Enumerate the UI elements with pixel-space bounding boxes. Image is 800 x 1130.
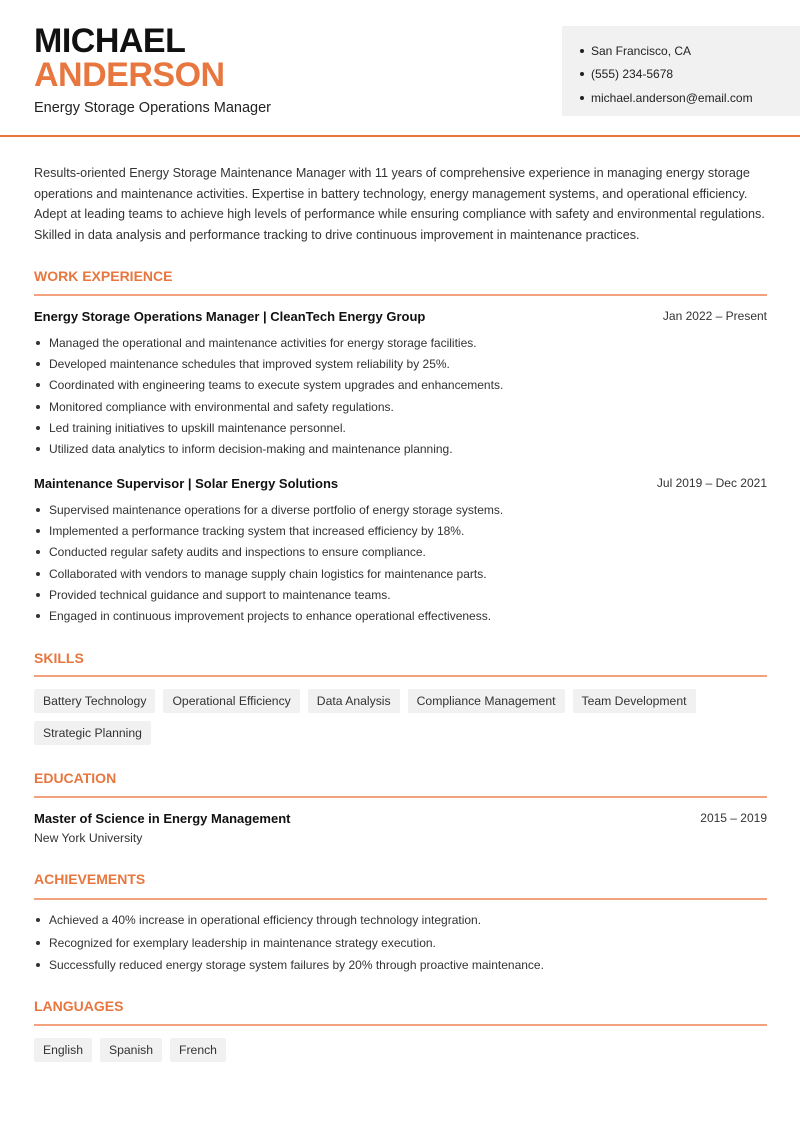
bullet-icon [36,550,40,554]
bullet-icon [36,405,40,409]
section-title-education: EDUCATION [34,770,117,786]
job-dates: Jan 2022 – Present [662,309,767,323]
section-divider [34,294,767,296]
contact-box [562,26,800,116]
list-item [34,563,767,584]
list-item [34,353,767,374]
job-dates: Jul 2019 – Dec 2021 [656,476,767,490]
list-item [34,909,767,932]
last-name: ANDERSON [34,56,225,94]
section-title-skills: SKILLS [34,650,84,666]
first-name: MICHAEL [34,22,186,60]
skill-tag: Operational Efficiency [163,689,299,713]
list-item-text: Successfully reduced energy storage system failures by 20% through proactive maintenance. [49,958,544,973]
list-item [34,375,767,396]
bullet-icon [36,614,40,618]
job-role: Energy Storage Operations Manager | CleanTech Energy Group [34,309,426,324]
bullet-icon [36,341,40,345]
list-item [34,605,767,626]
list-item [34,542,767,563]
list-item [34,520,767,541]
list-item [34,954,767,977]
contact-phone [580,63,800,87]
education-degree: Master of Science in Energy Management [34,811,291,826]
bullet-icon [36,426,40,430]
skill-tag: Strategic Planning [34,721,151,745]
bullet-icon [36,508,40,512]
list-item-text: Monitored compliance with environmental and safety regulations. [49,399,394,414]
section-divider [34,796,767,798]
bullet-icon [580,96,584,100]
list-item-text: Engaged in continuous improvement projects to enhance operational effectiveness. [49,609,492,624]
bullet-icon [36,447,40,451]
section-divider [34,898,767,900]
bullet-icon [36,572,40,576]
skill-tag: Data Analysis [308,689,400,713]
list-item [34,417,767,438]
bullet-icon [36,918,40,922]
section-title-achievements: ACHIEVEMENTS [34,871,146,887]
education-dates: 2015 – 2019 [700,811,767,825]
list-item-text: Led training initiatives to upskill maintenance personnel. [49,420,346,435]
bullet-icon [36,529,40,533]
section-title-languages: LANGUAGES [34,998,124,1014]
list-item-text: Achieved a 40% increase in operational efficiency through technology integration. [49,913,482,928]
job-header [34,309,767,324]
skill-tag: Team Development [573,689,696,713]
list-item-text: Conducted regular safety audits and inspections to ensure compliance. [49,545,426,560]
job-role: Maintenance Supervisor | Solar Energy Solutions [34,476,339,491]
list-item-text: Recognized for exemplary leadership in maintenance strategy execution. [49,935,436,950]
languages-list [34,1038,767,1062]
bullet-icon [580,49,584,53]
skill-tag: Battery Technology [34,689,155,713]
list-item [34,932,767,955]
achievements-list [34,909,767,977]
bullet-icon [36,383,40,387]
bullet-icon [36,963,40,967]
list-item [34,499,767,520]
list-item-text: Collaborated with vendors to manage supply chain logistics for maintenance parts. [49,566,487,581]
list-item [34,438,767,459]
list-item-text: Developed maintenance schedules that improved system reliability by 25%. [49,356,450,371]
list-item [34,584,767,605]
section-divider [34,1024,767,1026]
bullet-icon [580,72,584,76]
list-item-text: Implemented a performance tracking system that increased efficiency by 18%. [49,523,465,538]
list-item-text: Provided technical guidance and support to maintenance teams. [49,587,391,602]
bullet-icon [36,941,40,945]
language-tag: English [34,1038,92,1062]
bullet-icon [36,362,40,366]
contact-location [580,39,800,63]
language-tag: Spanish [100,1038,162,1062]
list-item-text: Supervised maintenance operations for a diverse portfolio of energy storage systems. [49,502,504,517]
language-tag: French [170,1038,226,1062]
education-school: New York University [34,831,143,845]
job-bullets [34,499,767,627]
skills-list [34,689,767,745]
section-title-work: WORK EXPERIENCE [34,268,173,284]
contact-phone-text: (555) 234-5678 [591,67,674,82]
summary: Results-oriented Energy Storage Maintenance Manager with 11 years of comprehensive experience in managing energy storage operations and maintenance activities. Expertise in battery technology, energy management systems, and operational efficiency. Adept at leading teams to achieve high levels of performance while ensuring compliance with safety and environmental regulations. Skilled in data analysis and performance tracking to drive continuous improvement in maintenance practices. [34,166,765,243]
list-item [34,396,767,417]
contact-location-text: San Francisco, CA [591,43,692,58]
job-header [34,476,767,491]
list-item-text: Utilized data analytics to inform decision-making and maintenance planning. [49,442,453,457]
section-divider [34,675,767,677]
list-item [34,332,767,353]
list-item-text: Coordinated with engineering teams to execute system upgrades and enhancements. [49,378,504,393]
job-title: Energy Storage Operations Manager [34,100,271,116]
contact-email-text: michael.anderson@email.com [591,90,753,105]
job-bullets [34,332,767,460]
contact-email [580,86,800,110]
list-item-text: Managed the operational and maintenance activities for energy storage facilities. [49,335,477,350]
skill-tag: Compliance Management [408,689,565,713]
resume-header [0,0,800,137]
education-header [34,811,767,826]
bullet-icon [36,593,40,597]
